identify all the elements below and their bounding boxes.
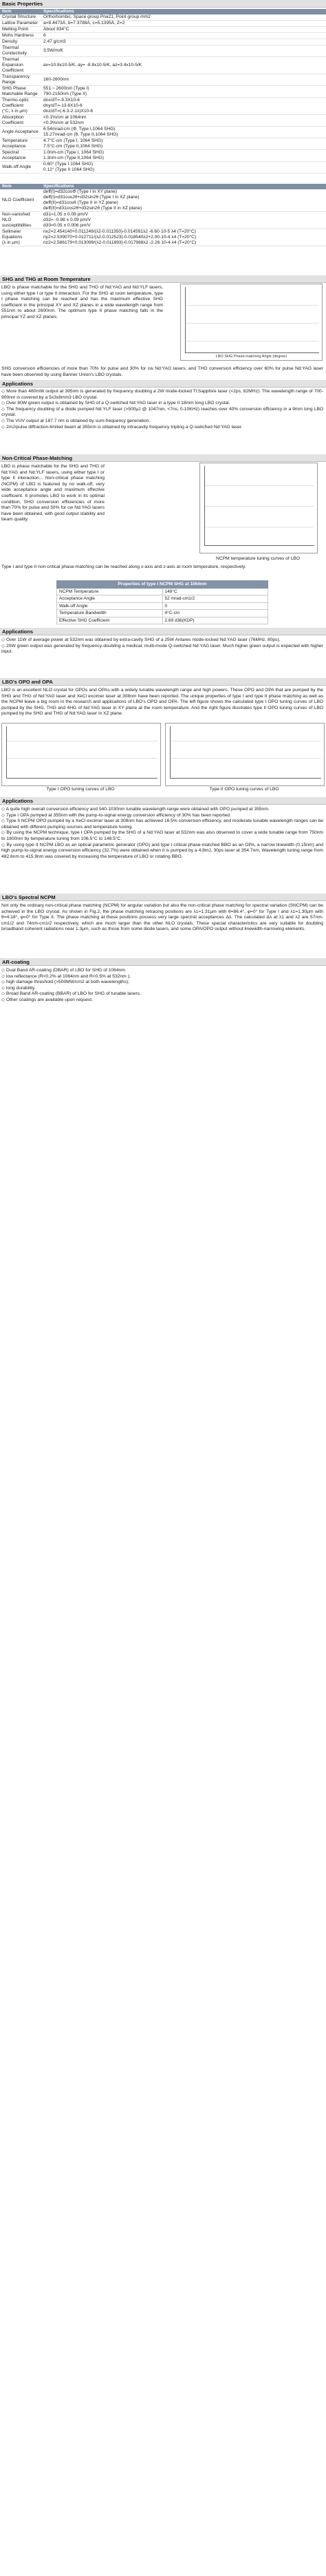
- table-row: [57, 617, 268, 624]
- property-name: NCPM Temperature: [57, 588, 163, 595]
- property-name: Absorption Coefficient: [0, 115, 41, 127]
- property-value: 160-2600nm: [41, 74, 326, 86]
- property-name: Item: [0, 9, 41, 14]
- ncpm-properties-table: [56, 580, 268, 624]
- property-name: Angle Acceptance: [0, 127, 41, 138]
- spectral-paragraph: Not only the ordinary non-critical phase matching (NCPM) for angular variation but also the non-critical phase matching for spectral variation (SNCPM) can be achieved in the LBO crystal. As shown in Fig.2, the phase matching retracing positions are λ1=1.31μm with θ=86.4°, φ=0° for Type I and λ1=1.30μm with θ=4.18°, φ=0° for Type II. The phase matching at these positions possess very large spectral acceptances Δλ. The calculated Δλ at λ1 and λ2 are 57nm-cm1/2 and 74nm-cm1/2 respectively, which are much larger than the other NLO crystals. These special characteristics are very suitable for doubling broadband coherent radiations near 1.3μm, such as those from some diode lasers, and some OPA/OPO output without linewidth-narrowing elements.: [1, 903, 323, 932]
- list-item: ◇ long durability.: [1, 985, 36, 991]
- list-item: ◇ By using the NCPM technique, type I OPA pumped by the SHG of a Nd:YAG laser at 532nm was also observed to cover a wide tunable range from 750nm to 1800nm by temperature tuning from 106.5°C to 148.5°C.: [1, 830, 323, 841]
- table-header: [0, 184, 326, 189]
- list-item: ◇ Over 80W green output is obtained by SHG of a Q-switched Nd:YAG laser in a type II 18mm long LBO crystal.: [1, 401, 230, 406]
- property-value: ax=10.8x10-5/K, ay= -8.8x10-5/K, az=3.4x10-5/K: [41, 57, 326, 74]
- property-value: Specifications: [41, 184, 326, 189]
- opo-type1-figure: [1, 723, 161, 786]
- shg-phase-matching-figure: [180, 284, 323, 361]
- property-name: Melting Point: [0, 27, 41, 33]
- section-shg-thg: SHG and THG at Room Temperature: [0, 275, 326, 283]
- opo-type1-caption: Type I OPO tuning curves of LBO: [46, 787, 115, 792]
- property-value: Specifications: [41, 9, 326, 14]
- property-name: Thermal Conductivity: [0, 45, 41, 57]
- list-item: ◇ Broad Band AR-coating (BBAR) of LBO for SHG of tunable lasers.: [1, 991, 141, 997]
- property-name: Walk-off Angle: [0, 162, 41, 173]
- property-name: Spectral Acceptance: [0, 150, 41, 162]
- nonlinear-properties-table: [0, 184, 326, 246]
- list-item: ◇ Over 11W of average power at 532nm was obtained by extra-cavity SHG of a 25W Antares mode-locked Nd:YAG laser (76MHz, 80ps).: [1, 637, 281, 642]
- table-row: [0, 74, 326, 86]
- property-name: Sellmeier Equations (λ in μm): [0, 229, 41, 246]
- table-row: [0, 21, 326, 27]
- basic-properties-table: [0, 9, 326, 173]
- property-value: d31=1.05 ± 0.09 pm/V d32= -0.98 ± 0.09 pm/V d33=0.05 ± 0.006 pm/V: [41, 212, 326, 229]
- opo-type2-caption: Type II OPO tuning curves of LBO: [209, 787, 279, 792]
- property-name: Mohs Hardness: [0, 33, 41, 39]
- table-row: [0, 229, 326, 246]
- list-item: ◇ low reflectance (R<0.2% at 1064nm and R<0.5% at 532nm );: [1, 973, 131, 979]
- list-item: ◇ A quite high overall conversion efficiency and 540-1030nm tunable wavelength range were obtained with OPO pumped at 355nm.: [1, 807, 270, 812]
- property-value: 0.60° (Type I 1064 SHG) 0.12° (Type II 1064 SHG): [41, 162, 326, 173]
- property-name: Temperature Bandwidth: [57, 610, 163, 617]
- table-row: [57, 610, 268, 617]
- section-applications-2: Applications: [0, 628, 326, 635]
- table-row: [0, 150, 326, 162]
- section-spectral-ncpm: LBO's Spectral NCPM: [0, 894, 326, 901]
- table-row: [57, 602, 268, 610]
- ncpm-paragraph-2: Type I and type II non-critical phase-matching can be reached along x-axis and z-axis at room temperature, respectively.: [1, 564, 246, 569]
- table-title: [57, 581, 268, 589]
- table-row: [0, 33, 326, 39]
- property-value: 6.54mrad-cm (Φ, Type I,1064 SHG) 15.27mrad-cm (θ, Type II,1064 SHG): [41, 127, 326, 138]
- property-name: Crystal Structure: [0, 14, 41, 21]
- property-name: Item: [0, 184, 41, 189]
- table-row: [0, 57, 326, 74]
- table-row: [0, 127, 326, 138]
- table-header: [0, 9, 326, 14]
- property-name: Effective SHG Coefficient: [57, 617, 163, 624]
- list-item: ◇ More than 480mW output at 395nm is generated by frequency doubling a 2W mode-locked Ti:Sapphire laser (<2ps, 82MHz). The wavelength range of 700-900nm is covered by a 5x3x8mm3 LBO crystal.: [1, 389, 323, 400]
- property-value: <0.1%/cm at 1064nm <0.3%/cm at 532nm: [41, 115, 326, 127]
- shg-figure-caption: LBO SHG Phase-matching Angle (degree): [215, 355, 287, 359]
- property-value: Orthorhombic, Space group Pna21, Point group mm2: [41, 14, 326, 21]
- property-name: Density: [0, 39, 41, 45]
- table-row: [0, 27, 326, 33]
- property-name: Transparency Range: [0, 74, 41, 86]
- ar-coating-list: [1, 968, 323, 1004]
- list-item: ◇ The VUV output at 187.7 nm is obtained by sum-frequency generation.: [1, 418, 151, 423]
- list-item: ◇ Type I OPA pumped at 355nm with the pump-to-signal energy conversion efficiency of 30% has been reported.: [1, 812, 231, 818]
- property-value: 6: [41, 33, 326, 39]
- property-value: 4°C-cm: [162, 610, 268, 617]
- property-value: 2.47 g/cm3: [41, 39, 326, 45]
- applications-list-3: [1, 807, 323, 860]
- list-item: ◇ 20W green output was generated by frequency-doubling a medical, multi-mode Q-switched Nd:YAG laser. Much higher green output is expected with higher input.: [1, 643, 323, 655]
- property-value: 3.5W/m/K: [41, 45, 326, 57]
- property-value: dnx/dT=-9.3X10-6 dny/dT=-13.6X10-6 dnz/dT=(-6.3-2.1λ)X10-6: [41, 98, 326, 115]
- property-value: 52 mrad-cm1/2: [162, 595, 268, 603]
- section-basic-properties: Basic Properties: [0, 0, 326, 8]
- list-item: ◇ Type II NCPM OPO pumped by a XeCl excimer laser at 308nm has achieved 16.5% conversion efficiency, and moderate tunable wavelength ranges can be obtained with different pumping sources and temperature tuning.: [1, 819, 323, 830]
- applications-list-2: [1, 637, 323, 655]
- property-name: Lattice Parameter: [0, 21, 41, 27]
- table-row: [0, 115, 326, 127]
- list-item: ◇ By using type II NCPM LBO as an optical parametric generator (OPG) and type I critical phase-matched BBO as an OPA, a narrow linewidth (0.15nm) and high pump-to-signal energy conversion efficiency (32.7%) were obtained when it is pumped by a 4.8mJ, 30ps laser at 354.7nm. Wavelength tuning range from 482.6nm to 415.9nm was covered by increasing the temperature of LBO or rotating BBO.: [1, 842, 323, 859]
- property-name: Acceptance Angle: [57, 595, 163, 603]
- table-row: [0, 39, 326, 45]
- list-item: ◇ high damage threshold (>500MW/cm2 at both wavelengths);: [1, 980, 129, 985]
- property-name: NLO Coefficient: [0, 189, 41, 212]
- property-value: 4.7°C-cm (Type I, 1064 SHG) 7.5°C-cm (Type II,1064 SHG): [41, 138, 326, 150]
- property-value: 2.69 d36(KDP): [162, 617, 268, 624]
- property-value: 551 ~ 2600nm (Type I) 790-2150nm (Type II): [41, 86, 326, 98]
- table-row: [0, 189, 326, 212]
- opo-type2-figure: [165, 723, 325, 786]
- table-row: [0, 212, 326, 229]
- table-row: [0, 45, 326, 57]
- section-ar-coating: AR-coating: [0, 958, 326, 966]
- table-row: [0, 138, 326, 150]
- table-row: [0, 162, 326, 173]
- section-applications: Applications: [0, 380, 326, 388]
- property-name: Walk-off Angle: [57, 602, 163, 610]
- list-item: ◇ 2mJ/pulse diffraction-limited beam at 355nm is obtained by intracavity frequency tripling a Q-switched Nd:YAG laser.: [1, 424, 243, 430]
- list-item: ◇ Other coatings are available upon request.: [1, 997, 94, 1002]
- property-value: deff(I)=d32cosΦ (Type I in XY plane) deff(I)=d31cos2θ+d32sin2θ (Type I in XZ plane) deff(II)=d31cosθ (Type II in YZ plane) deff(II)=d31cos2θ+d32sin2θ (Type II in XZ plane): [41, 189, 326, 212]
- table-row: [0, 98, 326, 115]
- property-name: Non-vanished NLO susceptibilities: [0, 212, 41, 229]
- property-name: Temperature Acceptance: [0, 138, 41, 150]
- shg-paragraph-2: SHG conversion efficiencies of more than 70% for pulse and 30% for cw Nd:YAG lasers, and THG conversion efficiency over 60% for pulse Nd:YAG laser have been observed by using Banner Union's LBO crystals.: [1, 366, 323, 377]
- section-applications-3: Applications: [0, 797, 326, 805]
- shg-paragraph: LBO is phase matchable for the SHG and THG of Nd:YAG and Nd:YLF lasers, using either type I or type II interaction. For the SHG at room temperature, type I phase matching can be reached and has the maximum effective SHG coefficient in the principal XY and XZ planes in a wide wavelength range from 551nm to about 2600nm. The optimum type II phase matching falls in the principal YZ and XZ planes.: [1, 285, 163, 319]
- applications-list: [1, 389, 323, 430]
- property-value: 148°C: [162, 588, 268, 595]
- property-value: 1.0nm-cm (Type I, 1064 SHG) 1.3nm-cm (Type II,1064 SHG): [41, 150, 326, 162]
- property-value: a=8.4473Å, b=7.3788Å, c=5.1395Å, Z=2: [41, 21, 326, 27]
- property-value: 0: [162, 602, 268, 610]
- ncpm-figure-caption: NCPM temperature tuning curves of LBO: [216, 556, 300, 561]
- table-row: [0, 86, 326, 98]
- table-row: [57, 595, 268, 603]
- ncpm-temperature-figure: [199, 463, 318, 553]
- table-row: [57, 588, 268, 595]
- property-value: nx2=2.454140+0.011249/(λ2-0.011350)-0.014591λ2 -6.60·10-5 λ4 (T=20°C) ny2=2.539070+0.012711/(λ2-0.012523)-0.018540λ2+2.00·10-4 λ4 (T=20°C) nz2=2.586179+0.013099/(λ2-0.011893)-0.017968λ2 -2.26·10-4 λ4 (T=20°C): [41, 229, 326, 246]
- section-ncpm: Non-Critical Phase-Matching: [0, 454, 326, 462]
- section-opo-opa: LBO's OPO and OPA: [0, 678, 326, 686]
- property-name: Thermal Expansion Coefficient: [0, 57, 41, 74]
- list-item: ◇ Dual Band AR-coating (DBAR) of LBO for SHG of 1064nm.: [1, 968, 127, 973]
- opo-paragraph: LBO is an excellent NLO crystal for OPOs and OPAs with a widely tunable wavelength range and high powers. These OPO and OPA that are pumped by the SHG and THG of Nd:YAG laser and XeCl excimer laser at 308nm have been reported. The unique properties of type I and type II phase matching as well as the NCPM leave a big room in the research and applications of LBO's OPO and OPA. The left figure shows the calculated type I OPO tuning curves of LBO pumped by the SHG, THG and 4HG of Nd:YAG laser in XY plane at the room temperature. And the right figure illustrates type II OPO tuning curves of LBO pumped by the SHG and THG of Nd:YAG laser in XZ plane.: [1, 688, 323, 717]
- list-item: ◇ The frequency doubling of a diode pumped Nd:YLF laser (>500μJ @ 1047nm, <7ns, 0-10KHz) reaches over 40% conversion efficiency in a 9mm long LBO crystal.: [1, 406, 323, 418]
- property-name: Thermo-optic Coefficient (°C, λ in μm): [0, 98, 41, 115]
- property-name: SHG Phase Matchable Range: [0, 86, 41, 98]
- table-row: [0, 14, 326, 21]
- ncpm-paragraph: LBO is phase matchable for the SHG and THG of Nd:YAG and Nd:YLF lasers, using either type I or type II interaction... Non-critical phase matching (NCPM) of LBO is featured by no walk-off, very wide acceptance angle and maximum effective coefficient. It promotes LBO to work in its optimal condition. SHG conversion efficiencies of more than 70% for pulse and 30% for cw Nd:YAG lasers have been obtained, with good output stability and beam quality.: [1, 464, 105, 522]
- property-value: About 834°C: [41, 27, 326, 33]
- table-title-cell: Properties of type I NCPM SHG at 1064nm: [57, 581, 268, 589]
